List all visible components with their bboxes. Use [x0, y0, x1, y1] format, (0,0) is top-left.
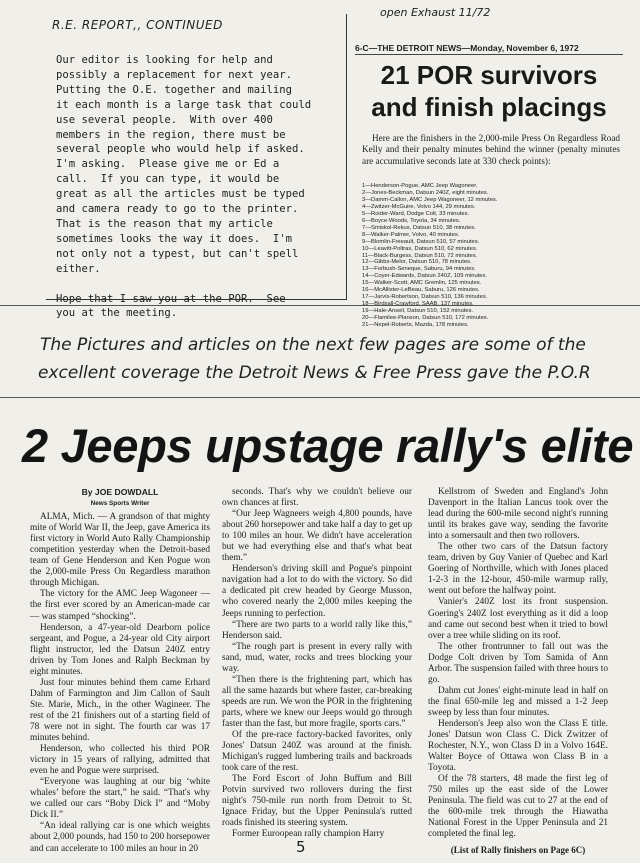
- finisher-entry: 21—Nepel-Roberts, Mazda, 178 minutes.: [362, 322, 469, 329]
- article-paragraph: ALMA, Mich. — A grandson of that mighty mite of World War II, the Jeep, gave America its first victory in World Auto Rally Championship competition yesterday when the Detroit-based team of Gene Henderson and Ken Pogue won the 2,000-mile Press On Regardless marathon through Michigan.: [30, 512, 210, 589]
- editor-note-line: That is the reason that my article: [56, 217, 273, 230]
- editor-note-line: sometimes looks the way it does. I'm: [56, 232, 292, 245]
- article-paragraph: Dahm cut Jones' eight-minute lead in half on the final 650-mile leg and missed a 1-2 Jeep sweep by less than four minutes.: [428, 685, 608, 718]
- editor-note-line: either.: [56, 262, 101, 275]
- article-footer-note: (List of Rally finishers on Page 6C): [450, 844, 586, 855]
- survivors-headline-line2: and finish placings: [371, 92, 607, 122]
- divider-upper: [0, 305, 640, 306]
- page-number: 5: [296, 838, 306, 856]
- article-column-1: [30, 487, 210, 855]
- finisher-entry: 9—Blomlin-Freeault, Datsun 510, 57 minutes.: [362, 238, 480, 245]
- editor-note-line: Putting the O.E. together and mailing: [56, 83, 292, 96]
- editor-note-line: and camera ready to go to the printer.: [56, 203, 299, 216]
- article-paragraph: “The rough part is present in every rally with sand, mud, water, rocks and trees blocking your way.: [222, 641, 412, 674]
- article-column-3: [428, 487, 608, 856]
- survivors-headline-line1: 21 POR survivors: [380, 60, 598, 90]
- editor-note-line: Our editor is looking for help and: [56, 54, 273, 66]
- handwritten-caption-line1: The Pictures and articles on the next few pages are some of the: [40, 335, 586, 355]
- article-paragraph: Of the pre-race factory-backed favorites, only Jones' Datsun 240Z was around at the finish. Michigan's rugged lumbering trails and backroads took care of the rest.: [222, 730, 412, 774]
- finisher-entry: 20—Flamilee-Planson, Datsun 510, 172 minutes.: [362, 315, 489, 322]
- finisher-entry: 8—Walker-Palmer, Volvo, 40 minutes.: [362, 231, 460, 238]
- article-column-1-text: [30, 512, 210, 854]
- article-byline-role: News Sports Writer: [90, 500, 150, 508]
- finisher-entry: 19—Hale-Anseil, Datsun 510, 152 minutes.: [362, 308, 474, 315]
- article-column-2: [222, 487, 412, 841]
- divider-lower: [0, 397, 640, 398]
- editor-note-header: R.E. REPORT‚‚ CONTINUED: [52, 18, 223, 32]
- finisher-entry: 11—Black-Burgess, Datsun 510, 72 minutes.: [362, 252, 478, 259]
- article-paragraph: Henderson, a 47-year-old Dearborn police sergeant, and Pogue, a 24-year old City airport flight instructor, led the Datsun 240Z entry driven by Tom Jones and Ralph Beckman by eight minutes.: [30, 622, 210, 677]
- article-paragraph: “There are two parts to a world rally like this,” Henderson said.: [222, 619, 412, 641]
- article-paragraph: “Then there is the frightening part, which has all the same hazards but where faster, car-breaking speeds are run. We won the POR in the frightening parts, where we knew our Jeeps would go through faster than the fast, but more fragile, sports cars.”: [222, 674, 412, 729]
- finisher-entry: 12—Gibbs-Melor, Datsun 510, 78 minutes.: [362, 259, 472, 266]
- editor-note-line: possibly a replacement for next year.: [56, 68, 292, 81]
- finisher-entry: 2—Jones-Beckman, Datsun 240Z, eight minutes.: [362, 189, 489, 196]
- finisher-entry: 15—Walker-Scott, AMC Gremlin, 125 minutes.: [362, 280, 482, 287]
- article-column-3-text: [428, 487, 608, 841]
- article-column-2-text: [222, 487, 412, 841]
- finisher-entry: 16—McAllister-LeBeau, Saburu, 126 minutes.: [362, 287, 480, 294]
- article-paragraph: “Everyone was laughing at our big ‘white whales’ before the start,” he said. “That's why we called our cars “Boby Dick I” and “Moby Dick II.”: [30, 777, 210, 821]
- finisher-entry: 4—Zwitzer-McGuire, Volvo 144, 29 minutes.: [362, 203, 476, 210]
- article-paragraph: Just four minutes behind them came Erhard Dahm of Farmington and Jim Callon of Sault Ste. Marie, Mich., in the other Wagineer. The rest of the 21 finishers out of a starting field of 78 were not in sight. The fourth car was 17 minutes behind.: [30, 677, 210, 744]
- article-paragraph: “An ideal rallying car is one which weights about 2,000 pounds, had 150 to 200 horsepower and can accelerate to 100 miles an hour in 20: [30, 821, 210, 854]
- editor-note-line: call. If you can type, it would be: [56, 173, 280, 186]
- finisher-entry: 3—Damm-Callon, AMC Jeep Wagoneer, 12 minutes.: [362, 196, 498, 203]
- editor-note-line: [56, 277, 311, 292]
- article-paragraph: Of the 78 starters, 48 made the first leg of 750 miles up the east side of the Lower Peninsula. The field was cut to 27 at the end of the 600-mile trek through the Hiawatha National Forest in the Upper Peninsula and 21 completed the final leg.: [428, 774, 608, 840]
- article-paragraph: Former Euroopean rally champion Harry: [232, 829, 385, 840]
- editor-note-text: [56, 53, 311, 321]
- finisher-entry: 1—Henderson-Pogue, AMC Jeep Wagoneer.: [362, 183, 478, 189]
- finisher-entry: 6—Boyce-Woods, Toyota, 34 minutes.: [362, 217, 461, 224]
- editor-note-line: it each month is a large task that could: [56, 98, 312, 111]
- article-paragraph: The victory for the AMC Jeep Wagoneer — the first ever scored by an American-made car — was stamped “shocking”.: [30, 589, 210, 622]
- editor-note-line: use several people. With over 400: [56, 113, 273, 126]
- editor-note-line: you at the meeting.: [56, 307, 178, 320]
- article-paragraph: The other frontrunner to fall out was the Dodge Colt driven by Tom Samida of Ann Arbor. The suspension failed with three hours to go.: [428, 641, 608, 685]
- article-paragraph: Kellstrom of Sweden and England's John Davenport in the Italian Lancus took over the lead during the 600-mile second night's running until its brakes gave way, sending the favorite into a somersault and then two rollovers.: [428, 487, 608, 542]
- article-paragraph: Henderson's Jeep also won the Class E title. Jones' Datsun won Class C. Dick Zwitzer of Rochester, N.Y., won Class D in a Volvo 164E. Walter Boyce of Ottawa won Class B in a Toyota.: [428, 718, 608, 774]
- article-byline: By JOE DOWDALL: [81, 487, 159, 497]
- article-headline: 2 Jeeps upstage rally's elite: [22, 419, 634, 472]
- article-paragraph: Henderson, who collected his third POR victory in 15 years of rallying, admitted that even he and Pogue were surprised.: [30, 744, 210, 777]
- editor-note-line: great as all the articles must be typed: [56, 188, 305, 201]
- article-paragraph: Henderson's driving skill and Pogue's pinpoint navigation had a lot to do with the victory. So did a dedicated pit crew headed by George Musson, who covered nearly the 2,000 miles keeping the Jeeps running to perfection.: [222, 564, 412, 619]
- finisher-entry: 17—Jarvis-Robertson, Datsun 510, 136 minutes.: [362, 294, 488, 301]
- editor-note-line: Hope that I saw you at the POR. See: [56, 292, 286, 305]
- finisher-entry: 7—Smiskol-Rekus, Datsun 510, 38 minutes.: [362, 224, 476, 231]
- editor-note-line: not only not a typest, but can't spell: [56, 247, 299, 260]
- finisher-entry: 10—Leavitt-Poltras, Datsun 510, 62 minutes.: [362, 245, 478, 252]
- article-paragraph: Vanier's 240Z lost its front suspension. Goering's 240Z lost everything as it did a loop and came out second best when it tried to bowl over a tree while sliding on its roof.: [428, 597, 608, 641]
- newspaper-page-header: 6-C—THE DETROIT NEWS—Monday, November 6, 1972: [355, 43, 623, 55]
- editor-note-line: I'm asking. Please give me or Ed a: [56, 158, 280, 171]
- handwritten-issue-note: open Exhaust 11/72: [380, 6, 491, 19]
- editor-note-line: members in the region, there must be: [56, 128, 286, 141]
- finisher-entry: 13—Forbush-Seneque, Saburu, 94 minutes.: [362, 266, 476, 273]
- article-paragraph: The Ford Escort of John Buffum and Bill Potvin survived two rollovers during the first night's 750-mile run north from Detroit to St. Ignace Friday, but the Upper Peninsula's rutted roads finished its steering system.: [222, 774, 412, 829]
- article-paragraph: The other two cars of the Datsun factory team, driven by Guy Vanier of Quebec and Karl Goering of Northville, which with Jones placed 1-2-3 in the 12-hour, 450-mile warmup rally, went out before the halfway point.: [428, 542, 608, 597]
- article-paragraph: seconds. That's why we couldn't believe our own chances at first.: [222, 487, 412, 509]
- finishers-intro: Here are the finishers in the 2,000-mile Press On Regardless Road Kelly and their penalty minutes behind the winner (penalty minutes are accumulative seconds late at 330 check points):: [362, 133, 620, 166]
- finishers-list: [362, 183, 620, 329]
- editor-note-line: several people who would help if asked.: [56, 143, 305, 156]
- article-paragraph: “Our Jeep Wagneers weigh 4,800 pounds, have about 260 horsepower and take half a day to get up to 100 miles an hour. We didn't have acceleration but we had everything else and that's what beat them.”: [222, 509, 413, 564]
- finisher-entry: 14—Coyer-Edwards, Datsun 240Z, 109 minutes.: [362, 273, 488, 280]
- handwritten-caption-line2: excellent coverage the Detroit News & Free Press gave the P.O.R: [38, 363, 591, 383]
- finisher-entry: 5—Roider-Ward, Dodge Colt, 33 minutes.: [362, 210, 470, 217]
